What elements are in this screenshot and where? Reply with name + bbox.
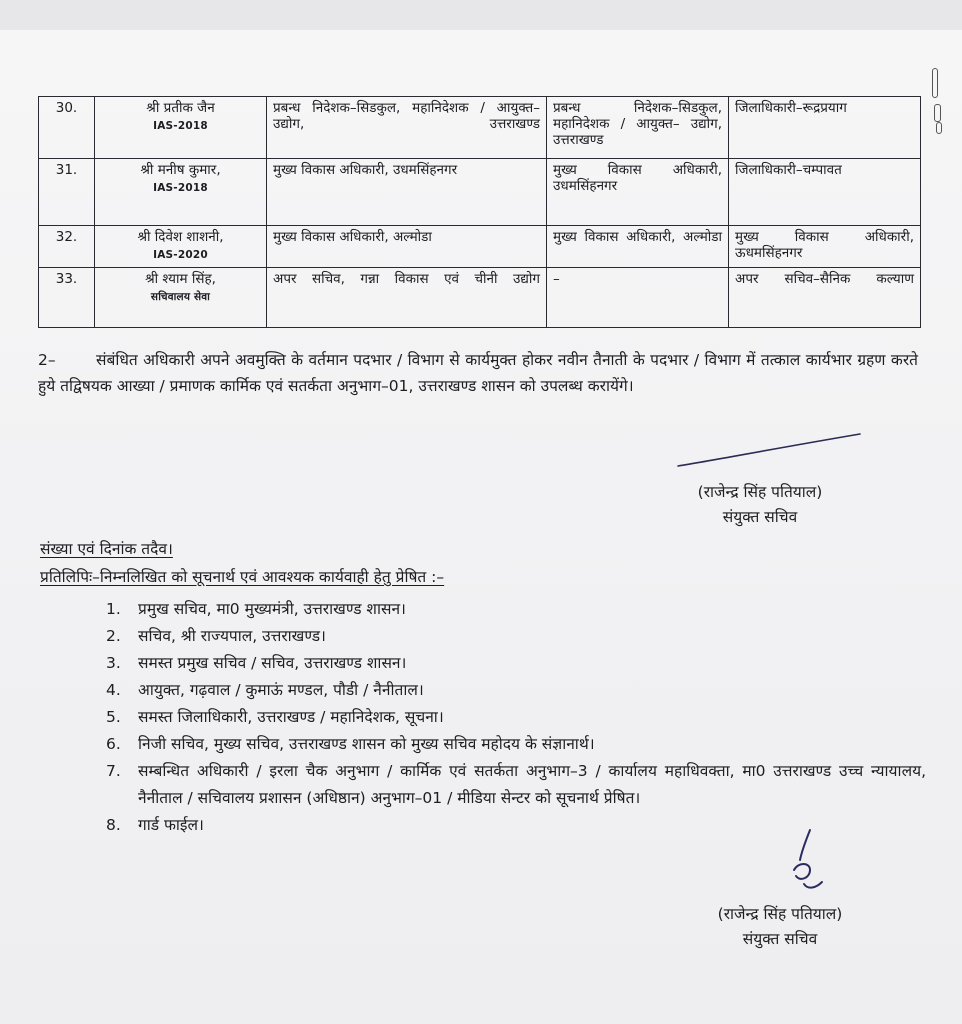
- sankhya-line: संख्या एवं दिनांक तदैव।: [40, 540, 173, 558]
- officer-cell: [95, 225, 267, 267]
- current-post: अपर सचिव, गन्ना विकास एवं चीनी उद्योग: [267, 267, 547, 327]
- serial-number: 31.: [39, 159, 95, 225]
- paragraph-2: [38, 347, 918, 399]
- item-text: समस्त जिलाधिकारी, उत्तराखण्ड / महानिदेशक, सूचना।: [138, 708, 444, 726]
- list-item: [106, 677, 926, 704]
- new-post: जिलाधिकारी–रूद्रप्रयाग: [729, 97, 921, 159]
- item-number: 3.: [106, 654, 121, 672]
- item-text: सम्बन्धित अधिकारी / इरला चैक अनुभाग / कार्मिक एवं सतर्कता अनुभाग–3 / कार्यालय महाधिवक्ता, मा0 उत्तराखण्ड उच्च न्यायालय, नैनीताल / सचिवालय प्रशासन (अधिष्ठान) अनुभाग–01 / मीडिया सेन्टर को सूचनार्थ प्रेषित।: [138, 762, 926, 807]
- serial-number: 30.: [39, 97, 95, 159]
- new-post: अपर सचिव–सैनिक कल्याण: [729, 267, 921, 327]
- officer-cadre: सचिवालय सेवा: [150, 290, 211, 303]
- copy-to-list: [106, 596, 926, 839]
- officer-cell: [95, 267, 267, 327]
- list-item: [106, 596, 926, 623]
- paragraph-number: 2–: [38, 351, 56, 369]
- postings-table: [38, 96, 921, 328]
- new-post: जिलाधिकारी–चम्पावत: [729, 159, 921, 225]
- relieved-post: मुख्य विकास अधिकारी, अल्मोडा: [547, 225, 729, 267]
- relieved-post: प्रबन्ध निदेशक–सिडकुल, महानिदेशक / आयुक्त– उद्योग, उत्तराखण्ड: [547, 97, 729, 159]
- table-row: [39, 159, 921, 225]
- officer-cell: [95, 97, 267, 159]
- table-row: [39, 267, 921, 327]
- new-post: मुख्य विकास अधिकारी, ऊधमसिंहनगर: [729, 225, 921, 267]
- officer-cadre: IAS-2018: [153, 120, 208, 132]
- paragraph-text: संबंधित अधिकारी अपने अवमुक्ति के वर्तमान पदभार / विभाग से कार्यमुक्त होकर नवीन तैनाती के पदभार / विभाग में तत्काल कार्यभार ग्रहण करते हुये तद्विषयक आख्या / प्रमाणक कार्मिक एवं सतर्कता अनुभाग–01, उत्तराखण्ड शासन को उपलब्ध करायेंगे।: [38, 351, 918, 395]
- item-number: 2.: [106, 627, 121, 645]
- list-item: [106, 623, 926, 650]
- item-text: सचिव, श्री राज्यपाल, उत्तराखण्ड।: [138, 627, 326, 645]
- table-row: [39, 225, 921, 267]
- officer-cadre: IAS-2020: [153, 248, 208, 261]
- current-post: मुख्य विकास अधिकारी, उधमसिंहनगर: [267, 159, 547, 225]
- item-text: समस्त प्रमुख सचिव / सचिव, उत्तराखण्ड शासन।: [138, 654, 407, 672]
- item-number: 6.: [106, 735, 121, 753]
- list-item: [106, 704, 926, 731]
- signature-block-top: [670, 480, 850, 530]
- signatory-designation: संयुक्त सचिव: [742, 930, 818, 948]
- item-number: 7.: [106, 762, 121, 780]
- table-row: [39, 97, 921, 159]
- relieved-post: मुख्य विकास अधिकारी, उधमसिंहनगर: [547, 159, 729, 225]
- list-item: [106, 650, 926, 677]
- copy-to-heading-text: प्रतिलिपिः–निम्नलिखित को सूचनार्थ एवं आवश्यक कार्यवाही हेतु प्रेषित :–: [40, 568, 445, 586]
- list-item: [106, 731, 926, 758]
- item-text: गार्ड फाईल।: [138, 816, 204, 834]
- viewer-top-bar: [0, 0, 962, 30]
- item-text: निजी सचिव, मुख्य सचिव, उत्तराखण्ड शासन को मुख्य सचिव महोदय के संज्ञानार्थ।: [138, 735, 595, 753]
- list-item: [106, 758, 926, 812]
- officer-cell: [95, 159, 267, 225]
- signatory-name: (राजेन्द्र सिंह पतियाल): [697, 483, 823, 501]
- item-number: 8.: [106, 816, 121, 834]
- officer-name: श्री दिवेश शाशनी,: [137, 228, 224, 245]
- item-text: आयुक्त, गढ़वाल / कुमाऊं मण्डल, पौडी / नैनीताल।: [138, 681, 424, 699]
- item-text: प्रमुख सचिव, मा0 मुख्यमंत्री, उत्तराखण्ड शासन।: [138, 600, 406, 618]
- relieved-post: –: [547, 267, 729, 327]
- current-post: मुख्य विकास अधिकारी, अल्मोडा: [267, 225, 547, 267]
- serial-number: 33.: [39, 267, 95, 327]
- signature-block-bottom: [690, 902, 870, 952]
- serial-number: 32.: [39, 225, 95, 267]
- current-post: प्रबन्ध निदेशक–सिडकुल, महानिदेशक / आयुक्त–उद्योग, उत्तराखण्ड: [267, 97, 547, 159]
- officer-name: श्री श्याम सिंह,: [145, 270, 216, 287]
- officer-cadre: IAS-2018: [153, 182, 208, 195]
- item-number: 5.: [106, 708, 121, 726]
- signatory-name: (राजेन्द्र सिंह पतियाल): [717, 905, 843, 923]
- copy-to-heading: [40, 566, 444, 588]
- initials-signature: [780, 826, 830, 896]
- officer-name: श्री मनीष कुमार,: [140, 162, 221, 179]
- item-number: 1.: [106, 600, 121, 618]
- signatory-designation: संयुक्त सचिव: [722, 508, 798, 526]
- officer-name: श्री प्रतीक जैन: [146, 100, 215, 116]
- signature-stroke: [676, 430, 862, 470]
- page-edge-marks: [930, 68, 944, 138]
- item-number: 4.: [106, 681, 121, 699]
